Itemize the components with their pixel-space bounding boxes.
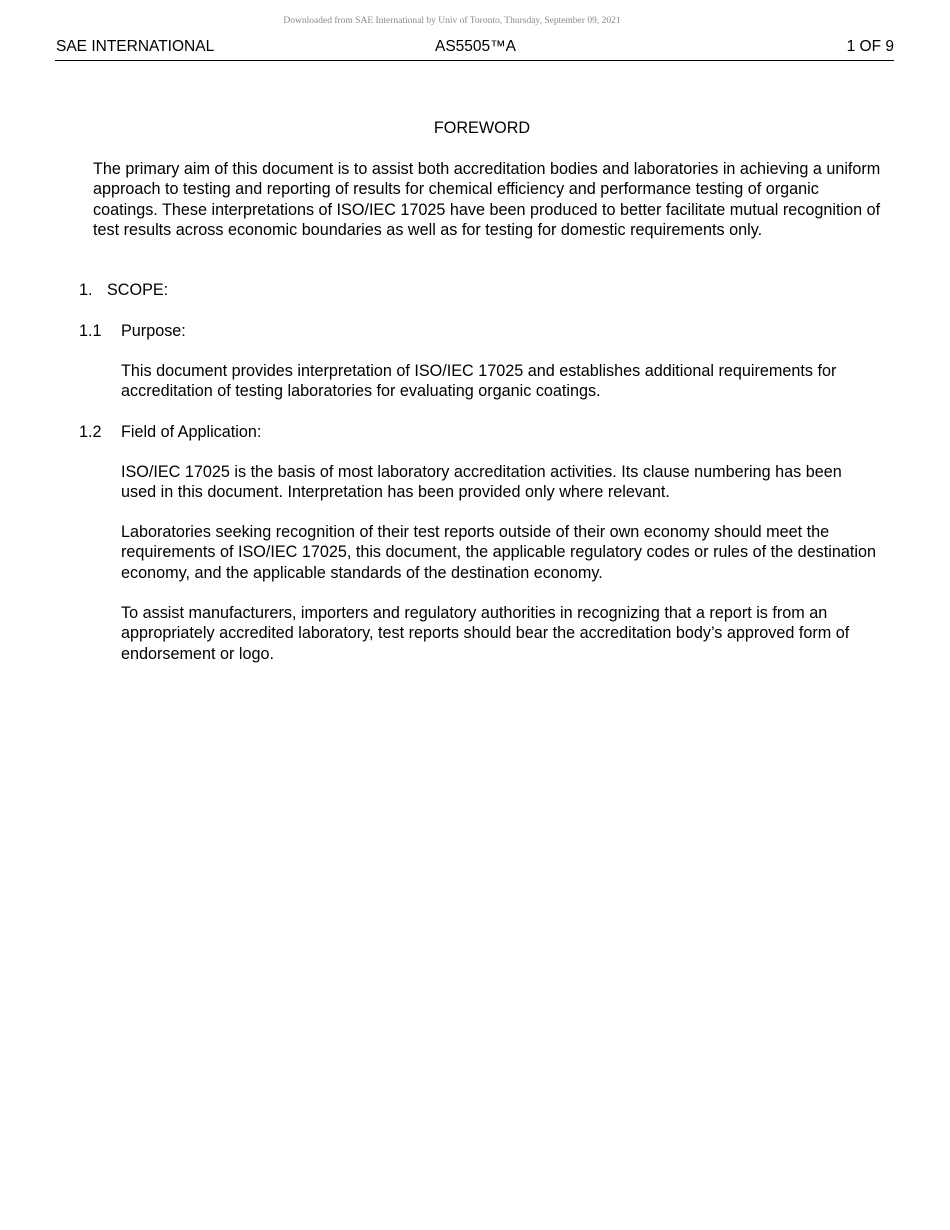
- header-page-number: 1 OF 9: [846, 38, 894, 55]
- section-purpose-heading: [79, 321, 186, 341]
- section-number: 1.1: [79, 322, 102, 340]
- section-title: Field of Application:: [121, 423, 262, 441]
- section-number: 1.2: [79, 423, 102, 441]
- page-header: [55, 38, 894, 61]
- section-title: Purpose:: [121, 322, 186, 340]
- field-paragraph-3: To assist manufacturers, importers and regulatory authorities in recognizing that a report is from an appropriately accredited laboratory, test reports should bear the accreditation body’s approved form of endorsement or logo.: [121, 604, 850, 663]
- purpose-paragraph: This document provides interpretation of ISO/IEC 17025 and establishes additional requirements for accreditation of testing laboratories for evaluating organic coatings.: [121, 362, 837, 401]
- foreword-paragraph: The primary aim of this document is to assist both accreditation bodies and laboratories in achieving a uniform approach to testing and reporting of results for chemical efficiency and performance testing of organic coatings. These interpretations of ISO/IEC 17025 have been produced to better facilitate mutual recognition of test results across economic boundaries as well as for testing for domestic requirements only.: [93, 160, 881, 240]
- section-field-heading: [79, 422, 261, 442]
- section-number: 1.: [79, 281, 93, 299]
- section-scope-heading: [79, 280, 168, 300]
- section-title: SCOPE:: [107, 281, 169, 299]
- header-organization: SAE INTERNATIONAL: [56, 38, 215, 55]
- download-watermark: Downloaded from SAE International by Univ of Toronto, Thursday, September 09, 2021: [283, 16, 621, 26]
- header-document-number: AS5505™A: [435, 38, 516, 55]
- foreword-title: FOREWORD: [433, 119, 531, 137]
- field-paragraph-1: ISO/IEC 17025 is the basis of most laboratory accreditation activities. Its clause numbering has been used in this document. Interpretation has been provided only where relevant.: [121, 463, 842, 502]
- field-paragraph-2: Laboratories seeking recognition of their test reports outside of their own economy should meet the requirements of ISO/IEC 17025, this document, the applicable regulatory codes or rules of the destination economy, and the applicable standards of the destination economy.: [121, 523, 876, 582]
